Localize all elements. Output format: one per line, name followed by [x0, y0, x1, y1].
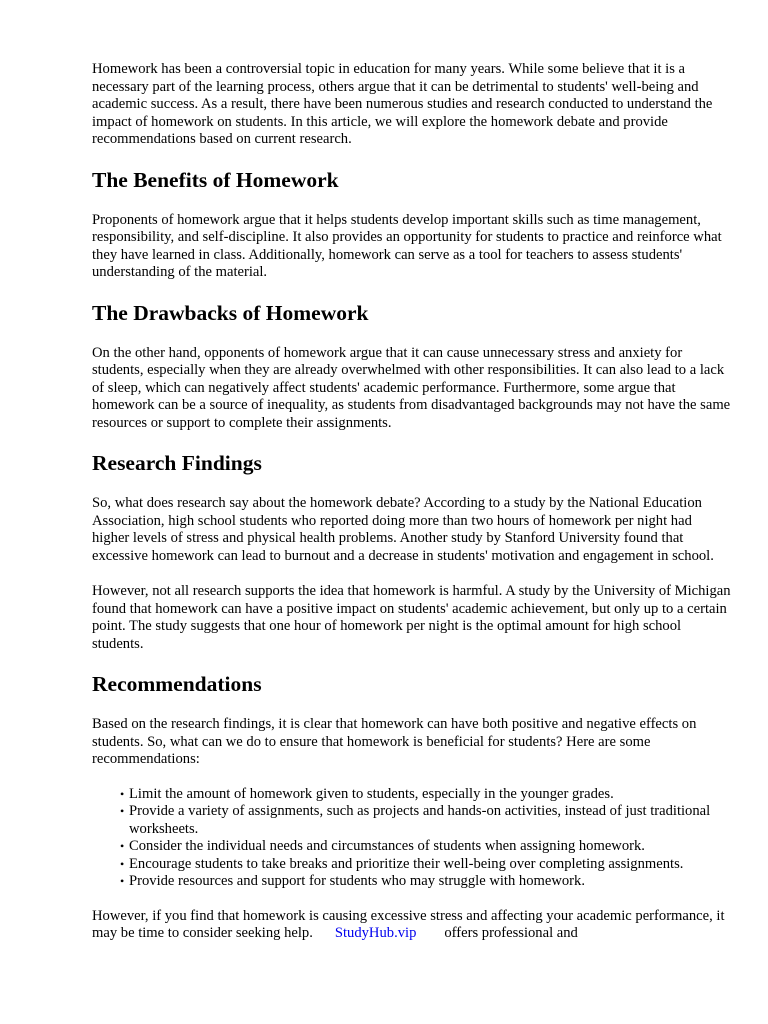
section-drawbacks — [92, 300, 732, 433]
research-paragraph-1: So, what does research say about the homework debate? According to a study by the National Education Association, high school students who reported doing more than two hours of homework per night had higher levels of stress and physical health problems. Another study by Stanford University found that excessive homework can lead to burnout and a decrease in students' motivation and engagement in school. — [92, 495, 714, 564]
list-item: • Provide resources and support for students who may struggle with homework. — [120, 873, 585, 889]
bullet-icon: • — [120, 786, 125, 801]
studyhub-link[interactable]: StudyHub.vip — [334, 925, 417, 941]
heading-benefits: The Benefits of Homework — [92, 167, 339, 192]
section-recommendations — [92, 671, 732, 943]
benefits-paragraph: Proponents of homework argue that it helps students develop important skills such as time management, responsibility, and self-discipline. It also provides an opportunity for students to practice and reinforce what they have learned in class. Additionally, homework can serve as a tool for teachers to assess students' understanding of the material. — [92, 211, 722, 280]
recommendations-paragraph: Based on the research findings, it is clear that homework can have both positive and negative effects on students. So, what can we do to ensure that homework is beneficial for students? Here are some recommendations: — [92, 716, 697, 767]
bullet-icon: • — [120, 804, 125, 818]
heading-drawbacks: The Drawbacks of Homework — [92, 300, 369, 325]
bullet-icon: • — [120, 839, 125, 853]
recommendations-list — [92, 786, 732, 891]
list-item: • Consider the individual needs and circumstances of students when assigning homework. — [120, 838, 645, 854]
section-benefits — [92, 167, 732, 282]
list-item: • Encourage students to take breaks and prioritize their well-being over completing assignments. — [120, 855, 684, 872]
heading-research: Research Findings — [92, 451, 262, 475]
document-page — [92, 61, 732, 961]
list-item: • Provide a variety of assignments, such as projects and hands-on activities, instead of just traditional worksheets. — [120, 803, 711, 837]
research-paragraph-2: However, not all research supports the idea that homework is harmful. A study by the University of Michigan found that homework can have a positive impact on students' academic achievement, but only up to a certain point. The study suggests that one hour of homework per night is the optimal amount for high school students. — [92, 583, 731, 652]
drawbacks-paragraph: On the other hand, opponents of homework argue that it can cause unnecessary stress and anxiety for students, especially when they are already overwhelmed with other responsibilities. It can also lead to a lack of sleep, which can negatively affect students' academic performance. Furthermore, some argue that homework can be a source of inequality, as students from disadvantaged backgrounds may not have the same resources or support to complete their assignments. — [92, 344, 731, 431]
list-item: • Limit the amount of homework given to students, especially in the younger grades. — [120, 785, 614, 802]
heading-recommendations: Recommendations — [92, 672, 262, 696]
intro-paragraph: Homework has been a controversial topic in education for many years. While some believe that it is a necessary part of the learning process, others argue that it can be detrimental to students' well-being and academic success. As a result, there have been numerous studies and research conducted to understand the impact of homework on students. In this article, we will explore the homework debate and provide recommendations based on current research. — [92, 61, 713, 147]
bullet-icon: • — [120, 874, 125, 888]
bullet-icon: • — [120, 856, 125, 871]
closing-paragraph: However, if you find that homework is causing excessive stress and affecting your academic performance, it may be time to consider seeking help. StudyHub.vip offers professional and — [92, 907, 725, 941]
section-research — [92, 450, 732, 653]
